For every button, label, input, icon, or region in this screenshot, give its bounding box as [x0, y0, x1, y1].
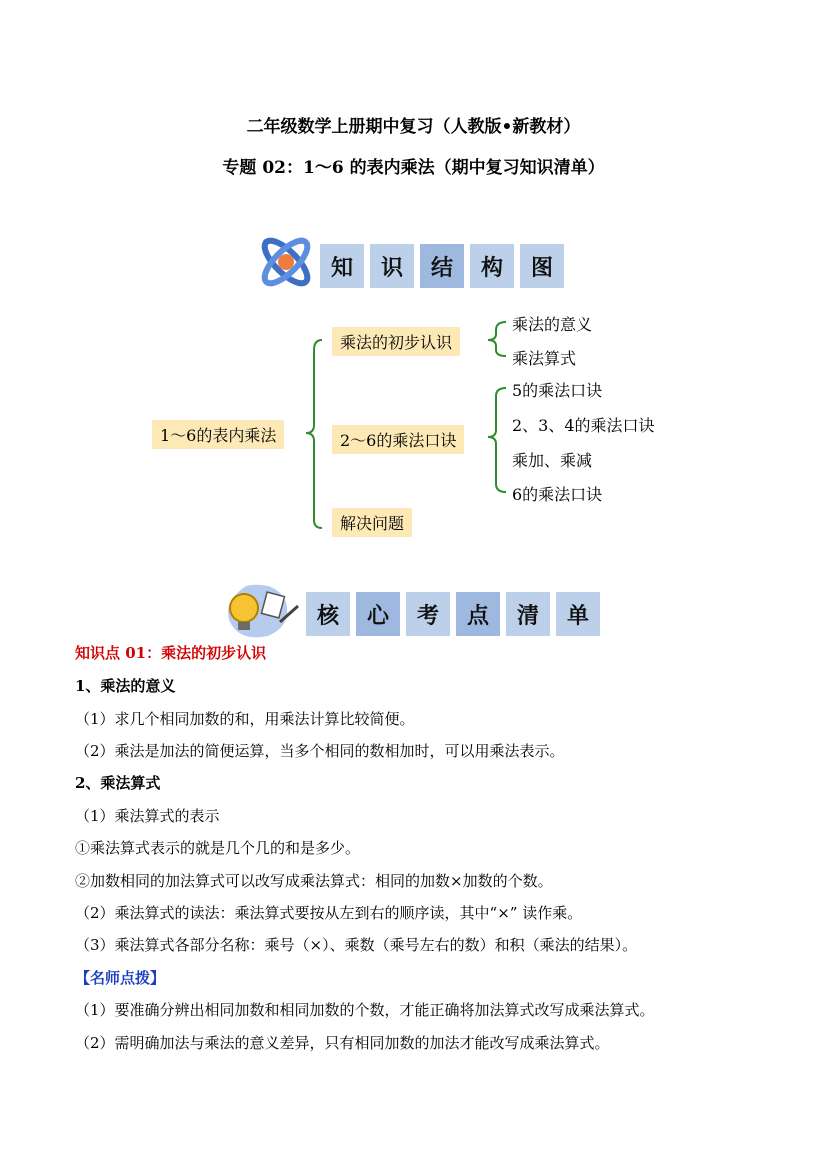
- banner-char: 核: [306, 592, 350, 636]
- banner-char: 考: [406, 592, 450, 636]
- paragraph: ①乘法算式表示的就是几个几的和是多少。: [75, 839, 361, 857]
- paragraph: （2）乘法是加法的简便运算，当多个相同的数相加时，可以用乘法表示。: [75, 742, 565, 760]
- mindmap-branch: 乘法的初步认识: [332, 327, 460, 356]
- banner-char: 单: [556, 592, 600, 636]
- mindmap-leaf: 乘加、乘减: [512, 451, 593, 470]
- mindmap-branch: 2～6的乘法口诀: [332, 425, 464, 454]
- mindmap-leaf: 6的乘法口诀: [512, 485, 603, 504]
- paragraph: （1）乘法算式的表示: [75, 807, 220, 825]
- document-title: 二年级数学上册期中复习（人教版•新教材）: [246, 117, 581, 137]
- knowledge-point-title: 知识点 01：乘法的初步认识: [75, 644, 267, 662]
- mindmap-leaf: 乘法的意义: [512, 315, 593, 334]
- paragraph: （1）求几个相同加数的和，用乘法计算比较简便。: [75, 710, 415, 728]
- paragraph: （1）要准确分辨出相同加数和相同加数的个数，才能正确将加法算式改写成乘法算式。: [75, 1001, 655, 1019]
- tips-title: 【名师点拨】: [75, 969, 166, 987]
- banner-char: 知: [320, 244, 364, 288]
- banner-char: 构: [470, 244, 514, 288]
- document-subtitle: 专题 02：1～6 的表内乘法（期中复习知识清单）: [222, 158, 605, 178]
- paragraph: （3）乘法算式各部分名称：乘号（×）、乘数（乘号左右的数）和积（乘法的结果）。: [75, 936, 638, 954]
- banner-char: 点: [456, 592, 500, 636]
- mindmap-leaf: 2、3、4的乘法口诀: [512, 416, 655, 435]
- mindmap-leaf: 5的乘法口诀: [512, 381, 603, 400]
- banner-char: 结: [420, 244, 464, 288]
- mindmap-root: 1～6的表内乘法: [152, 420, 284, 449]
- section-title: 2、乘法算式: [75, 774, 161, 792]
- paragraph: （2）乘法算式的读法：乘法算式要按从左到右的顺序读，其中“×” 读作乘。: [75, 904, 583, 922]
- paragraph: （2）需明确加法与乘法的意义差异，只有相同加数的加法才能改写成乘法算式。: [75, 1034, 610, 1052]
- mindmap-leaf: 乘法算式: [512, 349, 577, 368]
- paragraph: ②加数相同的加法算式可以改写成乘法算式：相同的加数×加数的个数。: [75, 872, 553, 890]
- banner-char: 识: [370, 244, 414, 288]
- banner-char: 清: [506, 592, 550, 636]
- mindmap-branch: 解决问题: [332, 508, 412, 537]
- lightbulb-icon: [216, 582, 306, 640]
- banner-char: 图: [520, 244, 564, 288]
- section-title: 1、乘法的意义: [75, 677, 176, 695]
- banner-char: 心: [356, 592, 400, 636]
- core-points-banner: [306, 592, 600, 636]
